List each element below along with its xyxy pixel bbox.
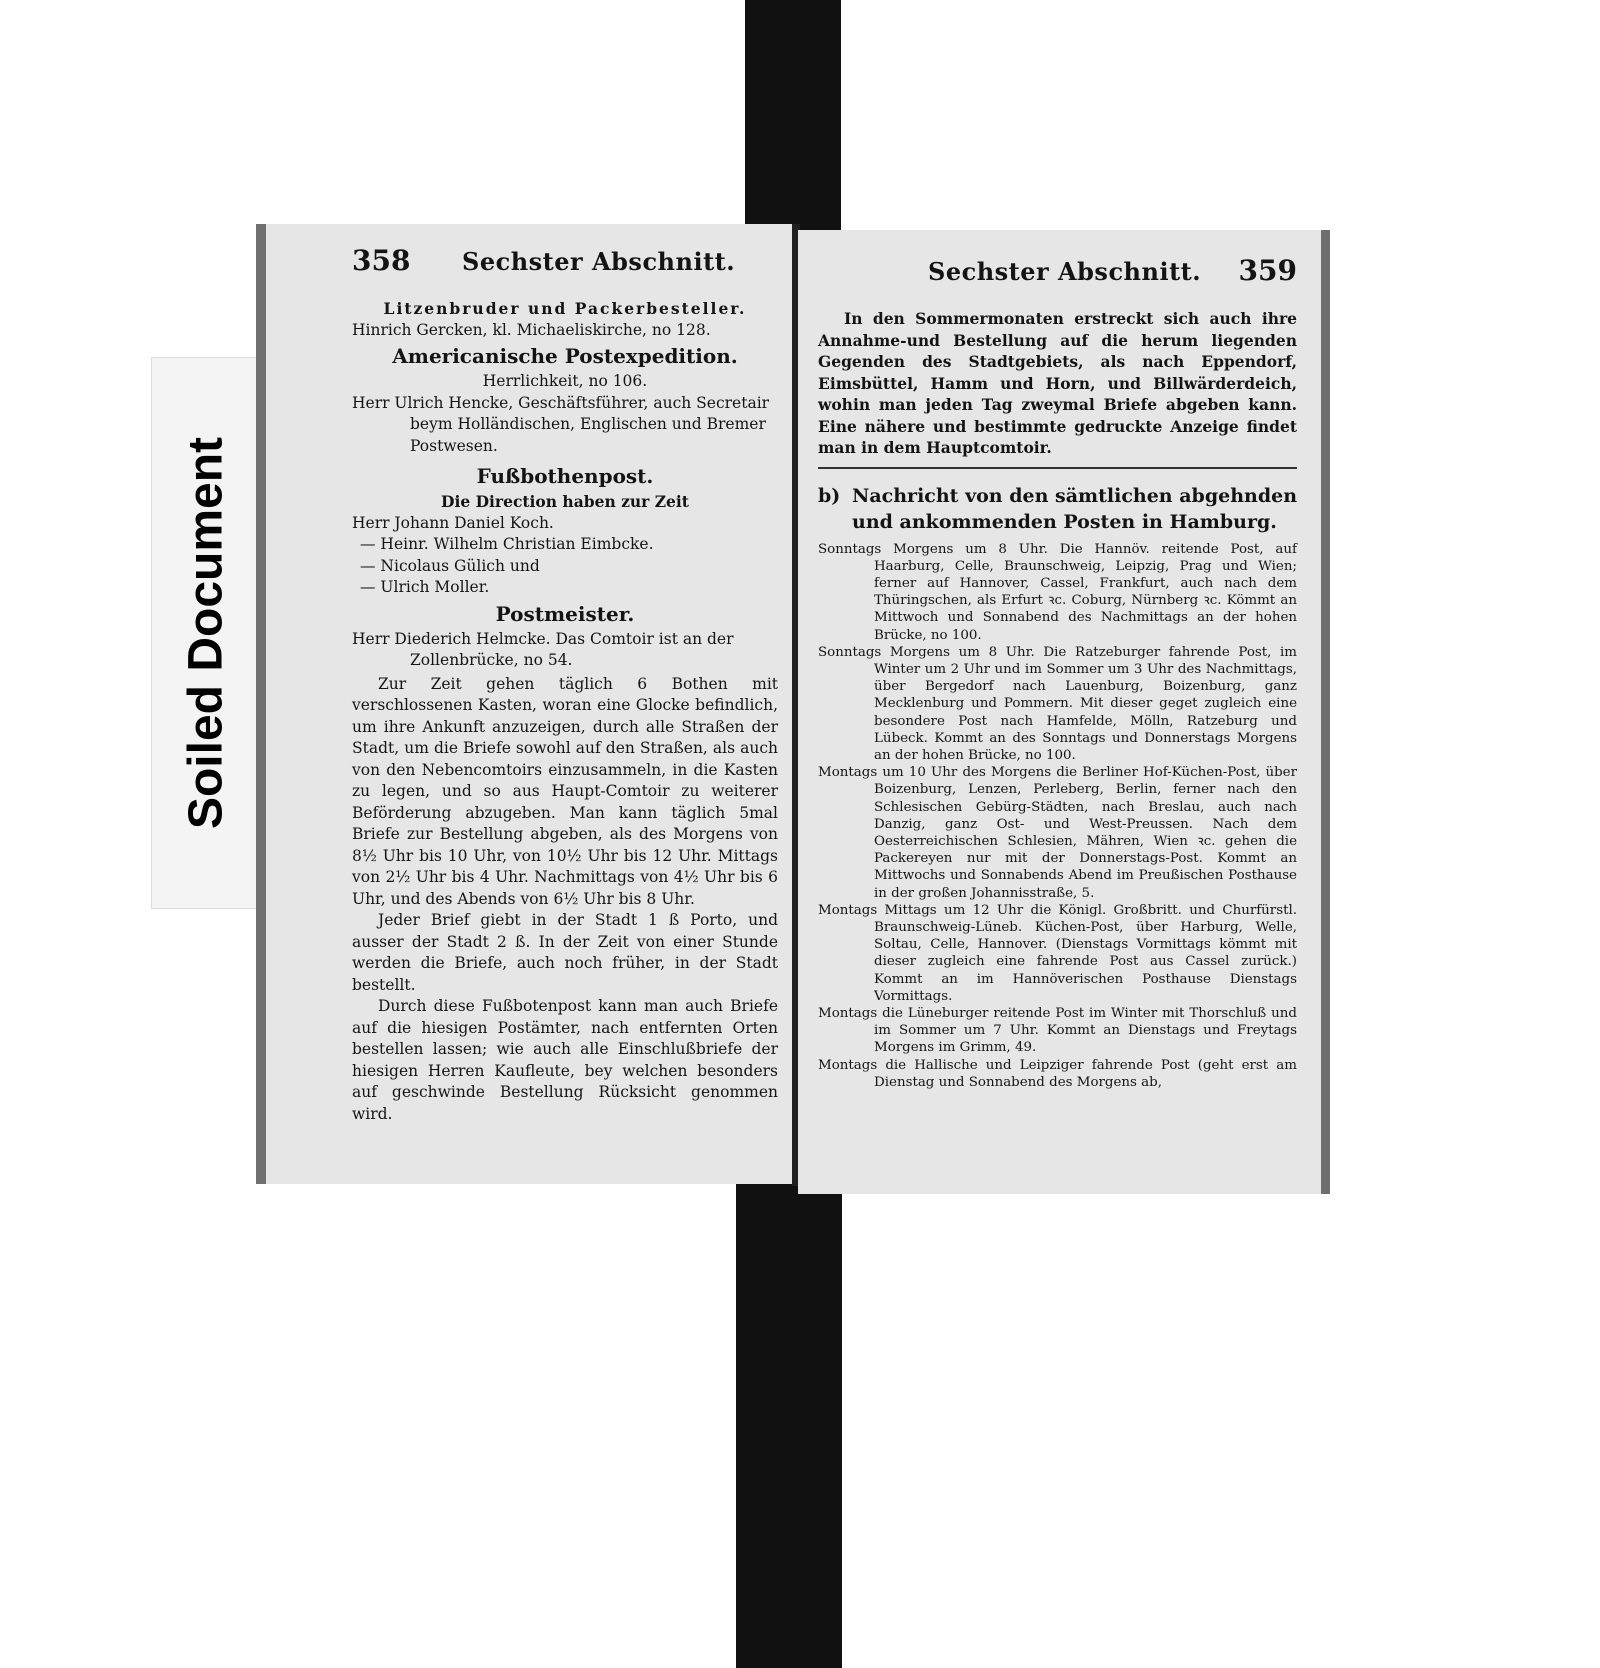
member-line: Herr Johann Daniel Koch. — [352, 513, 554, 532]
member-line: — Ulrich Moller. — [360, 578, 490, 596]
paragraph: Durch diese Fußbotenpost kann man auch Briefe auf die hiesigen Postämter, nach entfernten Orten bestellen lassen; wie auch alle Einschlußbriefe der hiesigen Herren Kaufleute, bey welchen besonders auf geschwinde Bestellung Rücksicht genommen wird. — [352, 997, 778, 1123]
text-line: Zollenbrücke, no 54. — [410, 651, 573, 669]
heading-americanische: Americanische Postexpedition. — [392, 344, 738, 368]
running-head: Sechster Abschnitt. — [462, 247, 736, 276]
left-page-header — [352, 244, 778, 288]
left-page — [256, 224, 794, 1184]
text-line: Postwesen. — [410, 436, 498, 455]
page-number: 358 — [352, 244, 411, 277]
text-line: Hinrich Gercken, kl. Michaeliskirche, no 128. — [352, 320, 711, 339]
text-line: Herr Diederich Helmcke. Das Comtoir ist an der — [352, 629, 734, 648]
paragraph: Zur Zeit gehen täglich 6 Bothen mit verschlossenen Kasten, woran eine Glocke befindlich, um ihre Ankunft anzuzeigen, durch alle Straßen der Stadt, um die Briefe sowohl auf den Straßen, als auch von den Nebencomtoirs einzusammeln, in die Kasten zu legen, und so aus Haupt-Comtoir zu weiterer Beförderung abzugeben. Man kann täglich 5mal Briefe zur Bestellung abgeben, als des Morgens von 8½ Uhr bis 10 Uhr, von 10½ Uhr bis 12 Uhr. Mittags von 2½ Uhr bis 4 Uhr. Nachmittags von 4½ Uhr bis 6 Uhr, und des Abends von 6½ Uhr bis 8 Uhr. — [352, 674, 778, 908]
section-heading — [818, 483, 1297, 535]
heading-litzenbruder: Litzenbruder und Packerbesteller. — [383, 299, 747, 318]
divider — [818, 467, 1297, 469]
post-entry: Sonntags Morgens um 8 Uhr. Die Hannöv. reitende Post, auf Haarburg, Celle, Braunschweig, Leipzig, Prag und Wien; ferner auf Hannover, Cassel, Frankfurt, auch nach dem Thüringschen, als Erfurt ꝛc. Coburg, Nürnberg ꝛc. Kömmt an Mittwoch und Sonnabend des Nachmittags an der hohen Brücke, no 100. — [818, 541, 1297, 643]
soiled-document-label — [151, 357, 261, 909]
section-marker: b) — [818, 484, 841, 507]
film-strip-bottom — [736, 1180, 842, 1668]
post-entry: Sonntags Morgens um 8 Uhr. Die Ratzeburger fahrende Post, im Winter um 2 Uhr und im Sommer um 3 Uhr des Nachmittags, über Bergedorf nach Lauenburg, Boizenburg, ganz Mecklenburg und Pommern. Mit dieser geget zugleich eine besondere Post nach Hamfelde, Mölln, Ratzeburg und Lübeck. Kommt an des Sonntags und Donnerstags Morgens an der hohen Brücke, no 100. — [818, 644, 1297, 763]
label-text: Soiled Document — [179, 436, 233, 830]
paragraph: Jeder Brief giebt in der Stadt 1 ß Porto, und ausser der Stadt 2 ß. In der Zeit von einer Stunde werden die Briefe, auch noch früher, in der Stadt bestellt. — [352, 911, 778, 994]
section-title: Nachricht von den sämtlichen abgehnden und ankommenden Posten in Hamburg. — [852, 484, 1298, 533]
text-line: Die Direction haben zur Zeit — [441, 492, 689, 511]
right-page-header — [818, 254, 1297, 298]
member-line: — Heinr. Wilhelm Christian Eimbcke. — [360, 535, 654, 553]
text-line: beym Holländischen, Englischen und Bremer — [410, 415, 766, 433]
page-number: 359 — [1238, 254, 1297, 287]
right-page — [798, 230, 1330, 1194]
heading-fussbothenpost: Fußbothenpost. — [476, 464, 654, 488]
film-strip-top — [745, 0, 841, 232]
running-head: Sechster Abschnitt. — [928, 257, 1202, 286]
heading-postmeister: Postmeister. — [495, 601, 635, 626]
member-line: — Nicolaus Gülich und — [360, 556, 540, 575]
post-entry: Montags um 10 Uhr des Morgens die Berliner Hof-Küchen-Post, über Boizenburg, Lenzen, Perleberg, Berlin, ferner nach den Schlesischen Gebürg-Städten, nach Breslau, auch nach Danzig, ganz Ost- und West-Preussen. Nach dem Oesterreichischen Schlesien, Mähren, Wien ꝛc. gehen die Packereyen nur mit der Donnerstags-Post. Kommt an Mittwochs und Sonnabends Abend im Preußischen Posthause in der großen Johannisstraße, 5. — [818, 765, 1297, 901]
text-line: Herrlichkeit, no 106. — [482, 372, 648, 390]
post-entry: Montags Mittags um 12 Uhr die Königl. Großbritt. und Churfürstl. Braunschweig-Lüneb. Küchen-Post, über Harburg, Welle, Soltau, Celle, Hannover. (Dienstags Vormittags kömmt mit dieser zugleich eine fahrende Post aus Cassel zurück.) Kommt an im Hannöverischen Posthause Dienstags Vormittags. — [818, 902, 1297, 1004]
paragraph: In den Sommermonaten erstreckt sich auch ihre Annahme-und Bestellung auf die herum liegenden Gegenden des Stadtgebiets, als nach Eppendorf, Eimsbüttel, Hamm und Horn, und Billwärderdeich, wohin man jeden Tag zweymal Briefe abgeben kann. Eine nähere und bestimmte gedruckte Anzeige findet man in dem Hauptcomtoir. — [818, 309, 1297, 457]
post-entry: Montags die Hallische und Leipziger fahrende Post (geht erst am Dienstag und Sonnabend des Morgens ab, — [818, 1057, 1297, 1090]
text-line: Herr Ulrich Hencke, Geschäftsführer, auch Secretair — [352, 393, 770, 412]
post-entry: Montags die Lüneburger reitende Post im Winter mit Thorschluß und im Sommer um 7 Uhr. Kommt an Dienstags und Freytags Morgens im Grimm, 49. — [818, 1005, 1297, 1056]
